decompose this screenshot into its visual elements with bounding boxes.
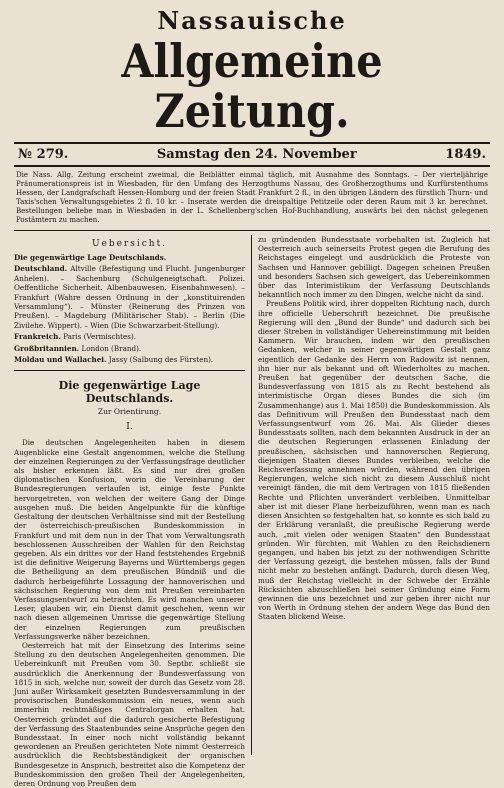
toc-title: Uebersicht. (91, 239, 168, 249)
toc (14, 253, 245, 364)
masthead-top: Nassauische (157, 6, 347, 35)
subscription-notice: Die Nass. Allg. Zeitung erscheint zweimal, die Beiblätter einmal täglich, mit Ausnahme des Sonntags. – Der vierteljährige Pränumerationspreis ist in Wiesbaden, für den Umfang des Herzogthums Nassau, des Großherzogthums und Kurfürstenthums Hessen, der Landgrafschaft Hessen-Homburg und der freien Stadt Frankfurt 2 fl., in den übrigen Ländern des fürstlich Thurn- und Taxis'schen Verwaltungsgebietes 2 fl. 10 kr. – Inserate werden die dreispaltige Petitzeile oder deren Raum mit 3 kr. berechnet. Bestellungen beliebe man in Wiesbaden in der L. Schellenberg'schen Hof-Buchhandlung, auswärts bei den nächst gelegenen Postämtern zu machen. (14, 167, 490, 231)
article-paragraph: Preußens Politik wird, ihrer doppelten Richtung nach, durch ihre officielle Ueberschrift bezeichnet. Die preußische Regierung will den „Bund der Bunde“ und dadurch sich bei dieser Streben in vollständiger Uebereinstimmung mit beiden Kammern. Wir brauchen, indem wir den preußischen Gedanken, welcher in seiner gegenwärtigen Gestalt ganz eigentlich der Gedanke des Herrn von Radowitz ist nennen, ihn hier nur als bekannt und oft Wiederholtes zu machen. Preußen hat gegenüber der deutschen Sache, die Bundesverfassung von 1815 als zu Recht bestehend als interimistische Organ dieses Bundes die sich (im Zusammenhange) aus 1. Mai 1850) die Bundeskommission. Als das Definitivum will Preußen den Bundesstaat nach dem Verfassungsentwurf vom 26. Mai. Als Glieder dieses Bundesstaats sollten, nach dem bekannten Ausdruck in der an die deutschen Regierungen erlassenen Einladung der preußischen, sächsischen und hannoverschen Regierung, diejenigen Staaten dieses Bundes verbleiben, welche die Reichsverfassung annehmen würden, während den übrigen Regierungen, welche sich nicht zu diesem Ausschluß nicht vereinigt fänden, die mit dem Vertragen von 1815 fließenden Rechte und Pflichten unverändert verbleiben. Unmittelbar aber ist mit dieser Plane herbeizuführen, wenn man es nach diesen Ansichten so festgehalten hat, so konnte es sich bald zu der Erklärung veranlaßt, die preußische Regierung werde auch, „mit vielen oder wenigen Staaten“ den Bundesstaat gründen. Wir fürchten, mit Wahlen zu den Reichsdienern gegangen, und haben bis jetzt zu der nothwendigen Schritte der Verfassung gezeigt, die bestehen müssen, falls der Bund nicht mehr zu bestehen anfängt. Dadurch, durch diesen Weg, muß der Reichstag vielleicht in der Schwebe der Erzähle Rücksichten abzuschließen bei seiner Gründung eine Form gewinnen die uns bezeichnet und zur geben ihrer nicht nur von Werth in Ordnung stehen der andern Wege das Bund den Staaten blickend Weise. (258, 299, 490, 622)
article-paragraph: Oesterreich hat mit der Einsetzung des Interims seine Stellung zu den deutschen Angelegenheiten genommen. Die Uebereinkunft mit Preußen vom 30. Septbr. schließt sie ausdrücklich die Anerkennung der Bundesverfassung von 1815 in sich, welche nur, soweit der durch das Gesetz vom 28. Juni außer Wirksamkeit gesetzten Bundesversammlung in der provisorischen Bundeskommission ein neues, wenn auch immerhin rechtmäßiges Centralorgan erhalten hat. Oesterreich gründet auf die dadurch gesicherte Befestigung der Verfassung des Staatenbundes seine Ansprüche gegen den Bundesstaat. In einer noch nicht vollständig bekannt gewordenen an Preußen gerichteten Note nimmt Oesterreich ausdrücklich die Rechtsbeständigkeit der organischen Bundesgesetze in Anspruch, bestreitet also die Kompetenz der Bundeskommission den großen Theil der Angelegenheiten, deren Ordnung von Preußen dem (14, 640, 245, 788)
columns (14, 235, 490, 788)
issue-number: № 279. (18, 147, 69, 162)
issue-date: Samstag den 24. November (156, 147, 357, 162)
toc-entry: Deutschland. Altville (Befestigung und Flucht. Jungenburger Anhelen). – Sachenburg (Schulgeneigtschaft. Polizei. Oeffentliche Sicherheit. Albenbauwesen. Eisenbahnwesen). – Frankfurt (Wahre dessen Ordnung in der „konstituirenden Versammlung“). – Münster (Reinerung des Prinzen von Preußen). – Magdeburg (Militärischer Stab). – Berlin (Die Zivilehe. Wippert). – Wien (Die Schwarzarbeit-Stellung). (14, 264, 245, 330)
article-paragraph: zu gründenden Bundesstaate vorbehalten ist. Zugleich hat Oesterreich auch seinerseits Protest gegen die Berufung des Reichstages eingelegt und ausdrücklich die Proteste von Sachsen und Hannover gebilligt. Dagegen scheinen Preußen und besonders Sachsen sich geweigert, das Uebereinkommen über das Interimistikum der Verfassung Deutschlands bekanntlich noch immer zu den Dingen, welche nicht da sind. (258, 235, 490, 300)
left-column (14, 235, 252, 788)
right-column (252, 235, 490, 755)
article-title: Die gegenwärtige Lage Deutschlands. (58, 379, 201, 406)
toc-entry: Die gegenwärtige Lage Deutschlands. (14, 253, 167, 262)
toc-entry: Moldau und Wallachei. Jassy (Salbung des Fürsten). (14, 355, 214, 365)
article-subtitle: Zur Orientirung. (97, 407, 162, 417)
toc-entry: Großbritannien. London (Brand). (14, 343, 142, 353)
divider (14, 370, 245, 371)
article-paragraph: Die deutschen Angelegenheiten haben in diesem Augenblicke eine Gestalt angenommen, welche die Stellung der einzelnen Regierungen zu der Verfassungsfrage deutlicher als bisher erkennen läßt. Es sind nur drei großen diplomatischen Konfusion, worin die Vereinbarung der Bundesregierungen verlaufen ist, einige feste Punkte hervorgetreten, von welchen der weitere Gang der Dinge ausgehen muß. Die beiden Angelpunkte für die künftige Gestaltung der deutschen Verhältnisse sind mit der Bestellung der österreichisch-preußischen Bundeskommission in Frankfurt und mit dem nun in der That vom Verwaltungsrath beschlossenen Ausschreiben der Wahlen für den Reichstag gegeben. Als ein drittes vor der Hand feststehendes Ergebniß ist die definitive Weigerung Bayerns und Württembergs gegen die Betheiligung an dem preußischen Bündniß und die dadurch herbeigeführte Lossagung der hannoverischen und sächsischen Regierung von dem mit Preußen vereinbarten Verfassungsentwurf zu betrachten. Es wird manchen unserer Leser, glauben wir, ein Dienst damit geschehen, wenn wir nach diesen allgemeinen Umrisse die gegenwärtige Stellung der einzelnen Regierungen zum preußischen Verfassungswerke näher bezeichnen. (14, 438, 245, 641)
dateline (14, 142, 490, 167)
article-section: I. (126, 422, 133, 433)
masthead-main: Allgemeine Zeitung. (121, 34, 383, 138)
issue-year: 1849. (445, 147, 486, 162)
toc-entry: Frankreich. Paris (Vermischtes). (14, 332, 137, 342)
